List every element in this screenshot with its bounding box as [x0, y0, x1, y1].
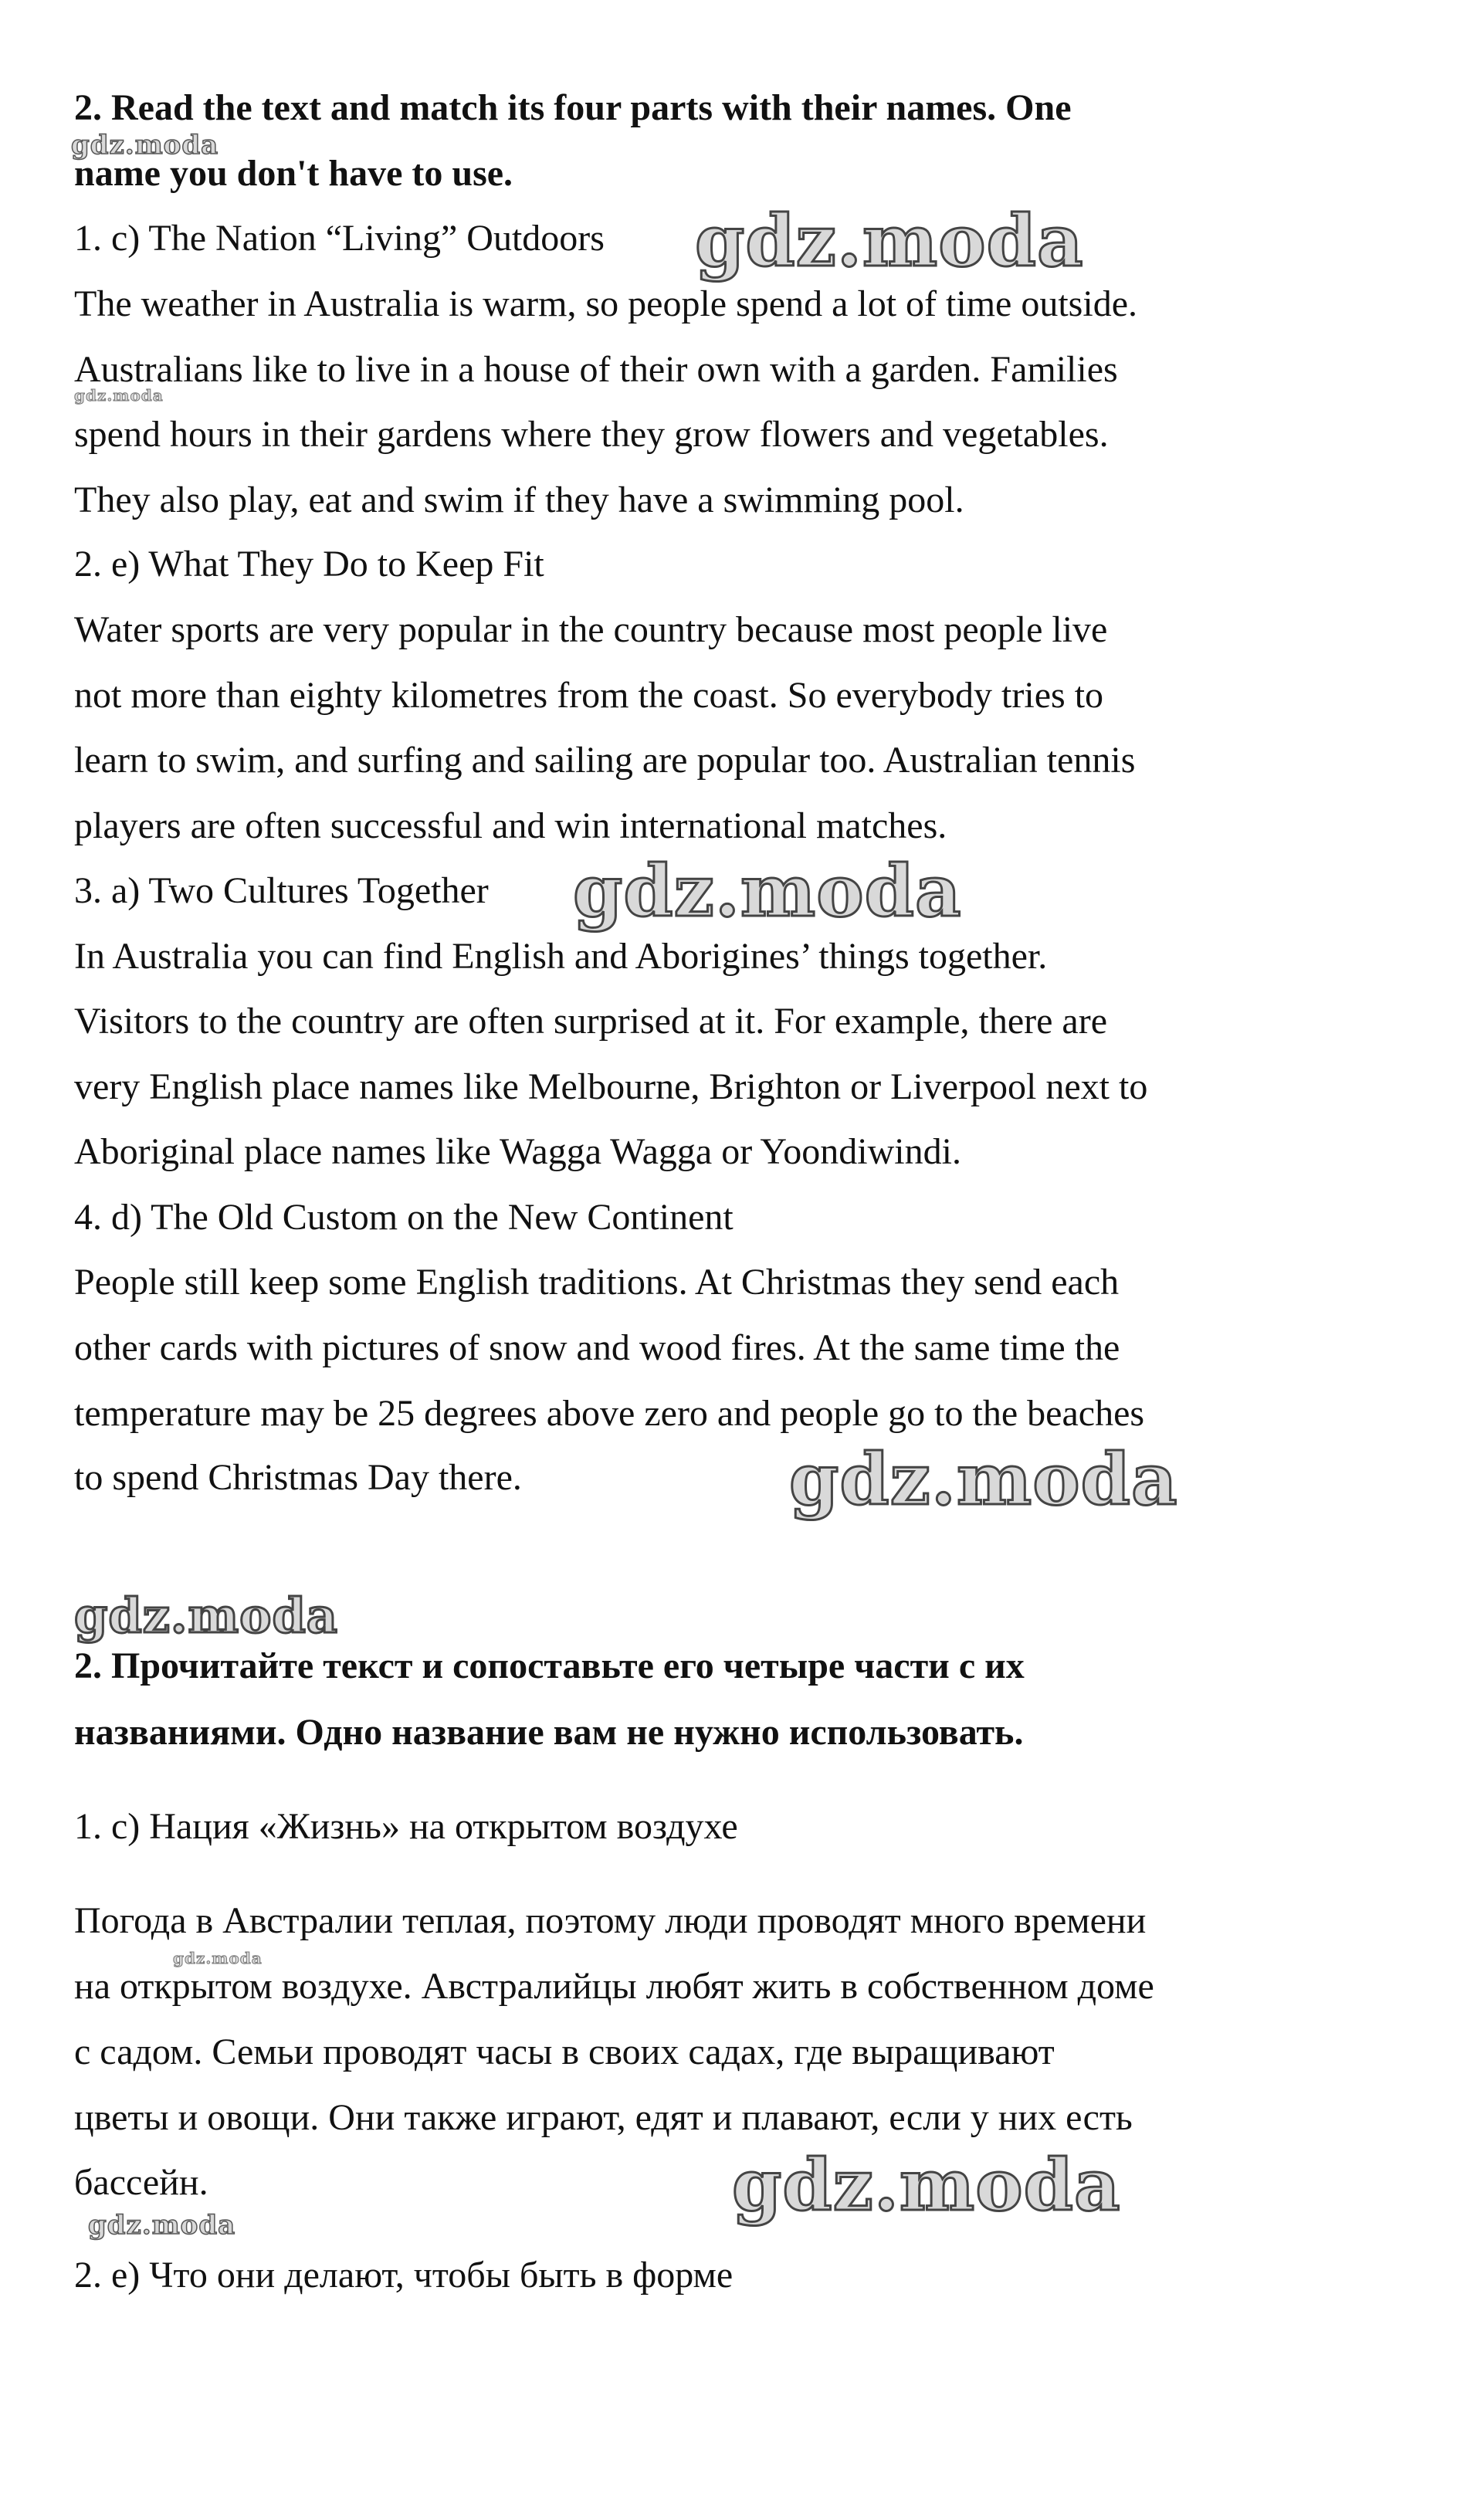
part3-text-line: In Australia you can find English and Aborigines’ things together. — [74, 936, 1048, 977]
part4-text-line: to spend Christmas Day there. — [74, 1457, 522, 1498]
part1-text-line-ru: бассейн. — [74, 2162, 208, 2203]
part4-title-en: 4. d) The Old Custom on the New Continent — [74, 1197, 734, 1238]
part3-text-line: Visitors to the country are often surprised at it. For example, there are — [74, 1001, 1108, 1042]
task-heading-en-line1: 2. Read the text and match its four parts with their names. One — [74, 87, 1072, 128]
part1-title-ru: 1. c) Нация «Жизнь» на открытом воздухе — [74, 1806, 738, 1847]
part4-text-line: temperature may be 25 degrees above zero and people go to the beaches — [74, 1393, 1145, 1434]
watermark: gdz.moda — [71, 130, 219, 161]
watermark: gdz.moda — [789, 1438, 1178, 1521]
part1-text-line: The weather in Australia is warm, so people spend a lot of time outside. — [74, 283, 1137, 324]
part3-text-line: very English place names like Melbourne, Brighton or Liverpool next to — [74, 1066, 1148, 1107]
part2-title-en: 2. e) What They Do to Keep Fit — [74, 544, 544, 584]
part4-text-line: People still keep some English traditions. At Christmas they send each — [74, 1262, 1120, 1303]
part2-title-ru: 2. e) Что они делают, чтобы быть в форме — [74, 2255, 734, 2296]
part4-text-line: other cards with pictures of snow and wood fires. At the same time the — [74, 1327, 1120, 1368]
part1-text-line: They also play, eat and swim if they have a swimming pool. — [74, 479, 964, 520]
task-heading-en-line2: name you don't have to use. — [74, 153, 513, 194]
part3-text-line: Aboriginal place names like Wagga Wagga or Yoondiwindi. — [74, 1131, 961, 1172]
watermark: gdz.moda — [732, 2143, 1121, 2227]
part1-text-line: Australians like to live in a house of their own with a garden. Families — [74, 349, 1118, 390]
watermark: gdz.moda — [173, 1949, 263, 1967]
watermark: gdz.moda — [74, 1587, 338, 1644]
watermark: gdz.moda — [573, 849, 962, 933]
part2-text-line: Water sports are very popular in the country because most people live — [74, 609, 1108, 650]
part1-text-line: spend hours in their gardens where they grow flowers and vegetables. — [74, 414, 1109, 455]
part2-text-line: not more than eighty kilometres from the coast. So everybody tries to — [74, 675, 1104, 716]
watermark: gdz.moda — [695, 199, 1084, 283]
part1-text-line-ru: на открытом воздухе. Австралийцы любят жить в собственном доме — [74, 1966, 1154, 2007]
part1-title-en: 1. c) The Nation “Living” Outdoors — [74, 218, 605, 259]
task-heading-ru-line1: 2. Прочитайте текст и сопоставьте его четыре части с их — [74, 1645, 1025, 1686]
part1-text-line-ru: цветы и овощи. Они также играют, едят и плавают, если у них есть — [74, 2097, 1133, 2138]
task-heading-ru-line2: названиями. Одно название вам не нужно использовать. — [74, 1712, 1024, 1753]
watermark: gdz.moda — [88, 2210, 236, 2241]
part1-text-line-ru: с садом. Семьи проводят часы в своих садах, где выращивают — [74, 2031, 1055, 2072]
part2-text-line: learn to swim, and surfing and sailing are popular too. Australian tennis — [74, 740, 1136, 781]
part1-text-line-ru: Погода в Австралии теплая, поэтому люди проводят много времени — [74, 1900, 1147, 1941]
part3-title-en: 3. a) Two Cultures Together — [74, 870, 489, 911]
part2-text-line: players are often successful and win international matches. — [74, 805, 947, 846]
watermark: gdz.moda — [74, 386, 164, 405]
